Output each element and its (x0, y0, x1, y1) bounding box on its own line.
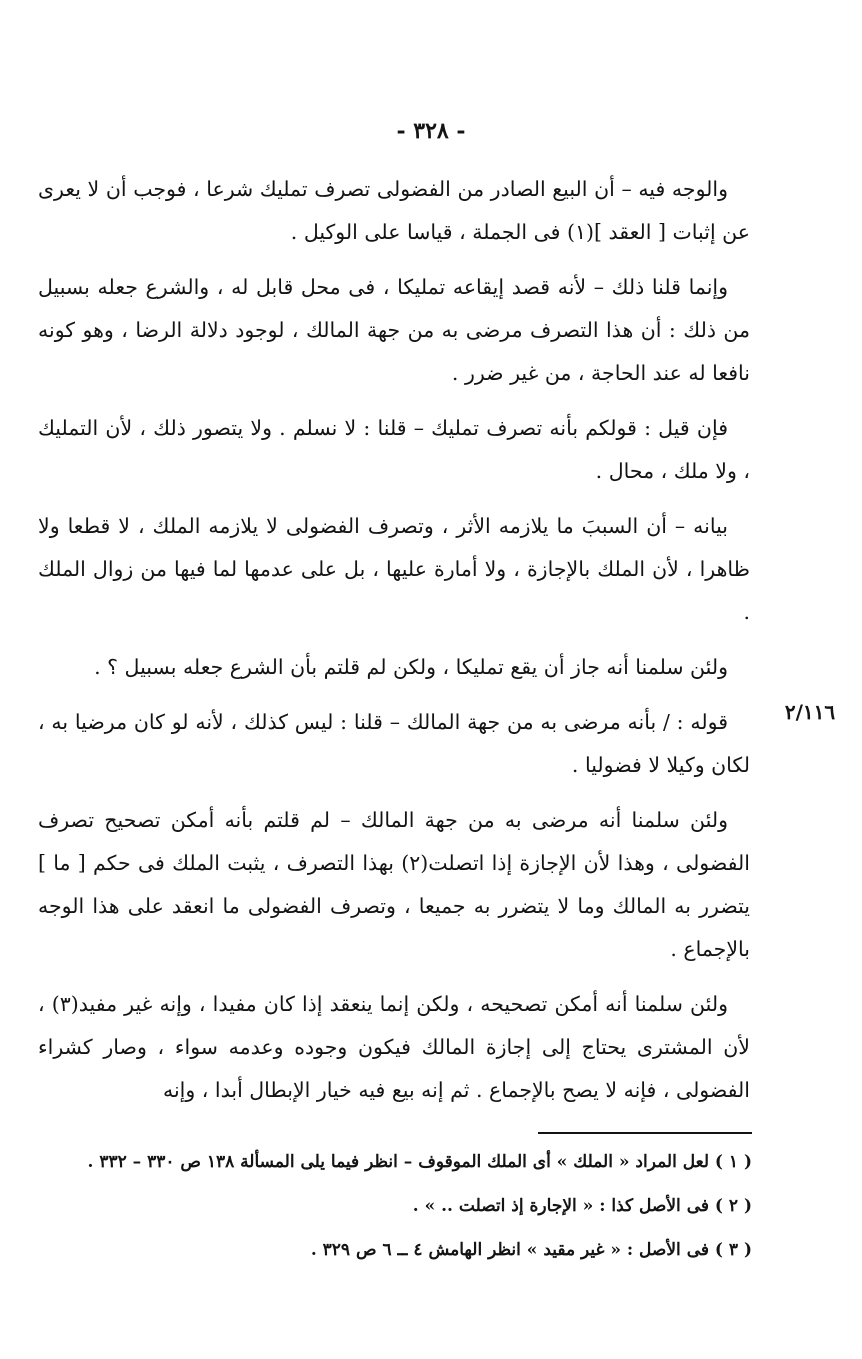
footnote: ( ١ ) لعل المراد « الملك » أى الملك الموقوف – انظر فيما يلى المسألة ١٣٨ ص ٣٣٠ – ٣٣٢ . (87, 1152, 752, 1172)
paragraph: ولئن سلمنا أنه أمكن تصحيحه ، ولكن إنما ينعقد إذا كان مفيدا ، وإنه غير مفيد(٣) ، لأن المشترى يحتاج إلى إجازة المالك فيكون وجوده وعدمه سواء ، وصار كشراء الفضولى ، فإنه لا يصح بالإجماع . ثم إنه بيع فيه خيار الإبطال أبدا ، وإنه (38, 992, 750, 1102)
paragraph: ولئن سلمنا أنه مرضى به من جهة المالك – لم قلتم بأنه أمكن تصحيح تصرف الفضولى ، وهذا لأن الإجازة إذا اتصلت(٢) بهذا التصرف ، يثبت الملك فى حكم [ ما ] يتضرر به المالك وما لا يتضرر به جميعا ، وتصرف الفضولى ما انعقد على هذا الوجه بالإجماع . (38, 808, 750, 961)
page-number: - ٣٢٨ - (396, 118, 466, 144)
footnotes (40, 1140, 752, 1272)
paragraph: بيانه – أن السببَ ما يلازمه الأثر ، وتصرف الفضولى لا يلازمه الملك ، لا قطعا ولا ظاهرا ، لأن الملك بالإجازة ، ولا أمارة عليها ، بل على عدمها لما فيها من زوال الملك . (38, 514, 750, 624)
paragraph: ولئن سلمنا أنه جاز أن يقع تمليكا ، ولكن لم قلتم بأن الشرع جعله بسبيل ؟ . (94, 655, 728, 679)
margin-folio-note: ٢/١١٦ (784, 700, 836, 724)
paragraph: قوله : / بأنه مرضى به من جهة المالك – قلنا : ليس كذلك ، لأنه لو كان مرضيا به ، لكان وكيلا لا فضوليا . (38, 710, 750, 777)
footnote: ( ٢ ) فى الأصل كذا : « الإجارة إذ اتصلت .. » . (412, 1196, 752, 1216)
footnote-divider (538, 1132, 752, 1134)
paragraph: فإن قيل : قولكم بأنه تصرف تمليك – قلنا : لا نسلم . ولا يتصور ذلك ، لأن التمليك ، ولا ملك ، محال . (38, 416, 750, 483)
paragraph: وإنما قلنا ذلك – لأنه قصد إيقاعه تمليكا ، فى محل قابل له ، والشرع جعله بسبيل من ذلك : أن هذا التصرف مرضى به من جهة المالك ، لوجود دلالة الرضا ، وهو كونه نافعا له عند الحاجة ، من غير ضرر . (38, 275, 750, 385)
footnote: ( ٣ ) فى الأصل : « غير مقيد » انظر الهامش ٤ ــ ٦ ص ٣٢٩ . (310, 1240, 752, 1260)
main-text (38, 168, 750, 1124)
paragraph: والوجه فيه – أن البيع الصادر من الفضولى تصرف تمليك شرعا ، فوجب أن لا يعرى عن إثبات [ العقد ](١) فى الجملة ، قياسا على الوكيل . (38, 177, 750, 244)
